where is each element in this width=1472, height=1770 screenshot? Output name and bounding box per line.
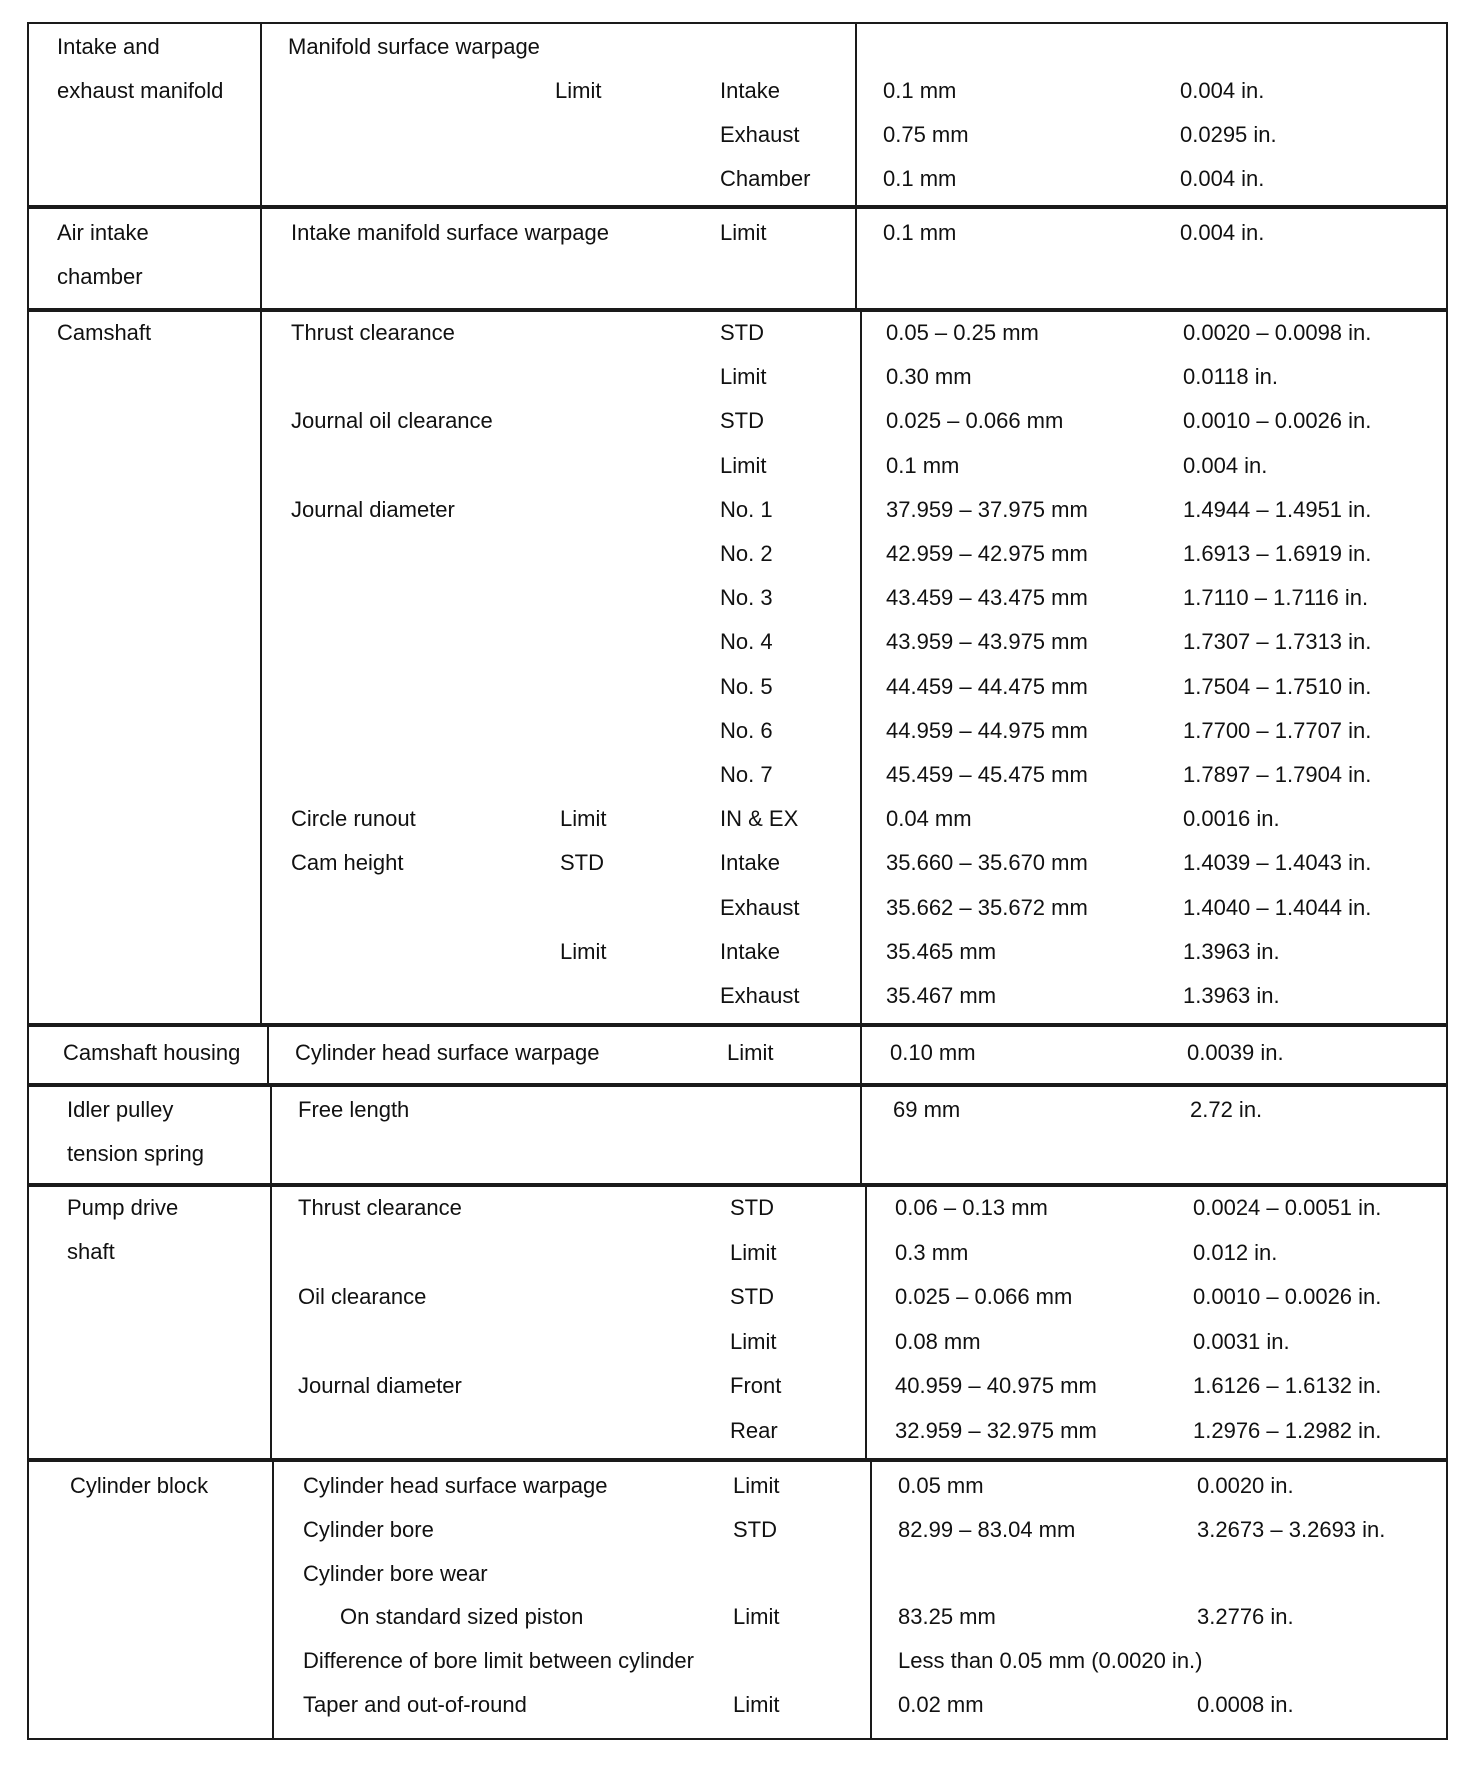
spec-value-imperial: 0.004 in.: [1180, 166, 1265, 191]
spec-condition: Limit: [720, 452, 767, 478]
column-divider: [270, 1187, 272, 1458]
spec-condition: Limit: [730, 1239, 777, 1265]
spec-value-metric: 44.959 – 44.975 mm: [886, 717, 1088, 743]
column-divider: [860, 1087, 862, 1183]
spec-value-metric: 35.662 – 35.672 mm: [886, 894, 1088, 920]
column-divider: [870, 1462, 872, 1738]
spec-value-metric: 0.10 mm: [890, 1040, 976, 1065]
spec-value-metric: 0.1 mm: [883, 220, 957, 245]
column-divider: [865, 1187, 867, 1458]
spec-condition: No. 7: [720, 762, 773, 787]
spec-value-metric: 0.025 – 0.066 mm: [895, 1284, 1073, 1309]
spec-value-imperial: 1.4944 – 1.4951 in.: [1183, 496, 1372, 522]
spec-value-metric: 43.459 – 43.475 mm: [886, 585, 1088, 611]
column-divider: [860, 312, 862, 1023]
spec-value-imperial: 0.0020 in.: [1197, 1473, 1294, 1498]
spec-value-metric: 0.05 mm: [898, 1473, 984, 1498]
spec-value-imperial: 1.6126 – 1.6132 in.: [1193, 1373, 1382, 1398]
column-divider: [260, 312, 262, 1023]
spec-value-imperial: 0.0020 – 0.0098 in.: [1183, 320, 1372, 345]
spec-value-metric: 0.3 mm: [895, 1239, 969, 1265]
spec-value-imperial: 1.6913 – 1.6919 in.: [1183, 541, 1372, 566]
spec-value-metric: 0.30 mm: [886, 364, 972, 390]
spec-item: Thrust clearance: [291, 320, 455, 345]
spec-item: Cam height: [291, 850, 404, 876]
spec-condition: Intake: [720, 78, 780, 103]
spec-condition: Limit: [733, 1604, 780, 1630]
column-divider: [860, 1027, 862, 1083]
spec-value-imperial: 1.4039 – 1.4043 in.: [1183, 850, 1372, 876]
spec-value-metric: 35.467 mm: [886, 983, 997, 1008]
column-divider: [855, 24, 857, 205]
spec-value-imperial: 0.0016 in.: [1183, 806, 1280, 832]
spec-item: Journal diameter: [298, 1373, 462, 1398]
spec-value-imperial: 1.7504 – 1.7510 in.: [1183, 673, 1372, 699]
spec-condition: Intake: [720, 938, 780, 964]
spec-qualifier: STD: [560, 850, 604, 876]
spec-value-imperial: 3.2673 – 3.2693 in.: [1197, 1516, 1386, 1542]
spec-qualifier: Limit: [560, 806, 607, 832]
spec-condition: No. 1: [720, 496, 773, 522]
spec-condition: No. 2: [720, 541, 773, 566]
column-divider: [260, 24, 262, 205]
spec-item: Journal diameter: [291, 496, 455, 522]
component-label: Intake and: [57, 34, 160, 59]
spec-value-metric: 35.660 – 35.670 mm: [886, 850, 1088, 876]
component-label: Camshaft: [57, 320, 152, 345]
spec-condition: No. 3: [720, 585, 773, 611]
component-label: Camshaft housing: [63, 1040, 241, 1065]
column-divider: [267, 1027, 269, 1083]
spec-value-imperial: 0.0010 – 0.0026 in.: [1193, 1284, 1382, 1309]
spec-value-metric: 0.1 mm: [883, 166, 957, 191]
spec-condition: Limit: [727, 1040, 774, 1065]
spec-condition: No. 5: [720, 673, 773, 699]
spec-value-metric: Less than 0.05 mm (0.0020 in.): [898, 1648, 1203, 1674]
spec-value-metric: 0.1 mm: [886, 452, 960, 478]
column-divider: [270, 1087, 272, 1183]
spec-value-imperial: 1.4040 – 1.4044 in.: [1183, 894, 1372, 920]
spec-value-imperial: 0.0031 in.: [1193, 1328, 1290, 1354]
spec-value-imperial: 1.7897 – 1.7904 in.: [1183, 762, 1372, 787]
spec-condition: Limit: [733, 1692, 780, 1717]
spec-item: Thrust clearance: [298, 1195, 462, 1220]
spec-value-metric: 35.465 mm: [886, 938, 997, 964]
spec-value-metric: 0.04 mm: [886, 806, 972, 832]
spec-value-imperial: 1.7110 – 1.7116 in.: [1183, 585, 1369, 611]
spec-value-metric: 0.08 mm: [895, 1328, 981, 1354]
spec-value-imperial: 0.0118 in.: [1183, 364, 1279, 390]
spec-value-imperial: 0.0010 – 0.0026 in.: [1183, 408, 1372, 434]
spec-value-metric: 0.02 mm: [898, 1692, 984, 1717]
spec-item: Manifold surface warpage: [288, 34, 540, 59]
spec-condition: Chamber: [720, 166, 811, 191]
spec-item: Oil clearance: [298, 1284, 427, 1309]
spec-condition: Limit: [720, 364, 767, 390]
component-label: Idler pulley: [67, 1097, 174, 1122]
spec-condition: Exhaust: [720, 894, 800, 920]
spec-value-metric: 32.959 – 32.975 mm: [895, 1417, 1097, 1443]
spec-value-metric: 42.959 – 42.975 mm: [886, 541, 1088, 566]
spec-item: Taper and out-of-round: [303, 1692, 527, 1717]
spec-condition: Limit: [733, 1473, 780, 1498]
spec-value-imperial: 0.012 in.: [1193, 1239, 1278, 1265]
component-label: tension spring: [67, 1141, 204, 1166]
component-label: chamber: [57, 264, 143, 289]
component-label: Pump drive: [67, 1195, 179, 1220]
spec-value-metric: 37.959 – 37.975 mm: [886, 496, 1088, 522]
spec-value-imperial: 3.2776 in.: [1197, 1604, 1294, 1630]
spec-value-metric: 0.025 – 0.066 mm: [886, 408, 1064, 434]
spec-condition: Exhaust: [720, 983, 800, 1008]
spec-item: Cylinder head surface warpage: [303, 1473, 608, 1498]
spec-value-metric: 40.959 – 40.975 mm: [895, 1373, 1097, 1398]
spec-item: Cylinder bore wear: [303, 1560, 488, 1586]
spec-item: Intake manifold surface warpage: [291, 220, 609, 245]
spec-value-metric: 0.75 mm: [883, 122, 969, 147]
spec-value-imperial: 0.0295 in.: [1180, 122, 1277, 147]
column-divider: [855, 209, 857, 308]
spec-item: Cylinder bore: [303, 1516, 434, 1542]
component-label: shaft: [67, 1239, 115, 1264]
component-label: exhaust manifold: [57, 78, 224, 103]
spec-condition: STD: [730, 1195, 774, 1220]
spec-condition: Limit: [730, 1328, 777, 1354]
spec-item: Free length: [298, 1097, 410, 1122]
spec-value-metric: 0.05 – 0.25 mm: [886, 320, 1039, 345]
spec-item: Journal oil clearance: [291, 408, 493, 434]
spec-value-imperial: 2.72 in.: [1190, 1097, 1263, 1122]
spec-qualifier: Limit: [555, 78, 602, 103]
spec-value-metric: 45.459 – 45.475 mm: [886, 762, 1088, 787]
spec-item: Cylinder head surface warpage: [295, 1040, 600, 1065]
spec-value-metric: 82.99 – 83.04 mm: [898, 1516, 1076, 1542]
component-label: Cylinder block: [70, 1473, 209, 1498]
spec-condition: IN & EX: [720, 806, 799, 832]
spec-condition: No. 6: [720, 717, 773, 743]
spec-item: On standard sized piston: [340, 1604, 584, 1630]
spec-value-imperial: 0.0039 in.: [1187, 1040, 1284, 1065]
spec-value-imperial: 1.3963 in.: [1183, 983, 1280, 1008]
spec-condition: STD: [730, 1284, 774, 1309]
spec-value-imperial: 1.7307 – 1.7313 in.: [1183, 629, 1372, 655]
spec-value-metric: 43.959 – 43.975 mm: [886, 629, 1088, 655]
spec-value-imperial: 0.0024 – 0.0051 in.: [1193, 1195, 1382, 1220]
spec-value-imperial: 0.0008 in.: [1197, 1692, 1294, 1717]
spec-item: Difference of bore limit between cylinder: [303, 1648, 694, 1674]
spec-condition: STD: [720, 408, 764, 434]
spec-condition: Rear: [730, 1417, 778, 1443]
spec-value-metric: 69 mm: [893, 1097, 961, 1122]
spec-condition: STD: [720, 320, 764, 345]
spec-value-imperial: 1.3963 in.: [1183, 938, 1280, 964]
spec-condition: STD: [733, 1516, 777, 1542]
spec-value-metric: 44.459 – 44.475 mm: [886, 673, 1088, 699]
spec-value-metric: 83.25 mm: [898, 1604, 996, 1630]
spec-qualifier: Limit: [560, 938, 607, 964]
column-divider: [272, 1462, 274, 1738]
spec-value-imperial: 0.004 in.: [1183, 452, 1268, 478]
spec-value-metric: 0.1 mm: [883, 78, 957, 103]
component-label: Air intake: [57, 220, 149, 245]
spec-value-imperial: 0.004 in.: [1180, 220, 1265, 245]
spec-condition: Limit: [720, 220, 767, 245]
spec-value-imperial: 1.2976 – 1.2982 in.: [1193, 1417, 1382, 1443]
spec-value-imperial: 1.7700 – 1.7707 in.: [1183, 717, 1372, 743]
spec-value-imperial: 0.004 in.: [1180, 78, 1265, 103]
spec-condition: Intake: [720, 850, 780, 876]
spec-condition: Front: [730, 1373, 782, 1398]
spec-condition: Exhaust: [720, 122, 800, 147]
spec-item: Circle runout: [291, 806, 416, 832]
column-divider: [260, 209, 262, 308]
spec-value-metric: 0.06 – 0.13 mm: [895, 1195, 1048, 1220]
spec-condition: No. 4: [720, 629, 773, 655]
